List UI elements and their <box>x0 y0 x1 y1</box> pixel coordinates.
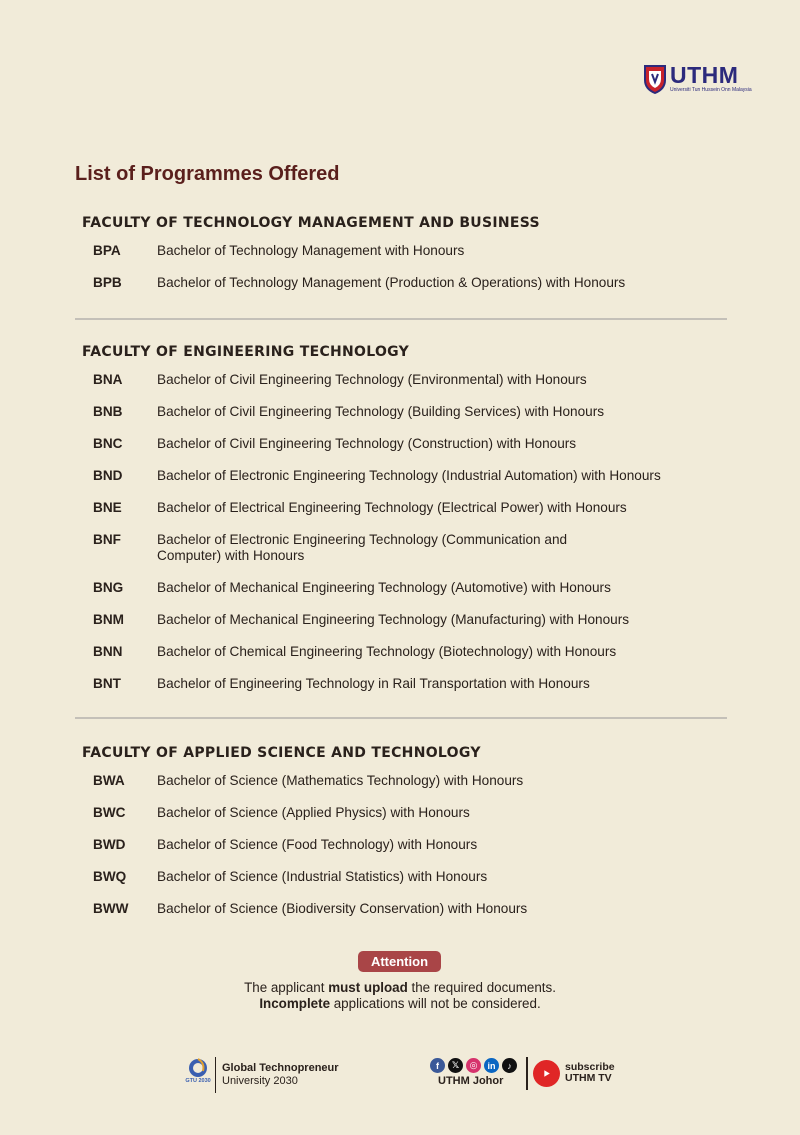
programme-name: Bachelor of Science (Mathematics Technology) with Honours <box>157 773 524 788</box>
programme-name: Bachelor of Chemical Engineering Technology (Biotechnology) with Honours <box>157 644 617 659</box>
programme-row <box>82 644 762 660</box>
faculty-section <box>82 213 762 307</box>
gtu-badge-label: GTU 2030 <box>185 1078 211 1084</box>
programme-name <box>157 532 747 564</box>
facebook-icon[interactable]: f <box>430 1058 445 1073</box>
programme-code: BNB <box>93 404 123 419</box>
programme-name: Bachelor of Civil Engineering Technology (Construction) with Honours <box>157 436 577 451</box>
footer-separator <box>526 1057 528 1090</box>
gtu-line1: Global Technopreneur <box>222 1062 339 1074</box>
programme-row <box>82 612 762 628</box>
faculty-name: FACULTY OF APPLIED SCIENCE AND TECHNOLOGY <box>82 745 481 761</box>
programme-name-line1: Bachelor of Electronic Engineering Technology (Communication and <box>157 532 568 547</box>
linkedin-icon[interactable]: in <box>484 1058 499 1073</box>
subscribe-line2: UTHM TV <box>565 1072 612 1084</box>
programme-row <box>82 773 762 789</box>
programme-code: BNA <box>93 372 123 387</box>
x-icon[interactable]: 𝕏 <box>448 1058 463 1073</box>
programme-code: BWQ <box>93 869 127 884</box>
social-links <box>430 1058 522 1087</box>
gtu-logo <box>185 1055 339 1095</box>
social-handle: UTHM Johor <box>438 1075 504 1087</box>
programme-name-line2: Computer) with Honours <box>157 548 305 563</box>
programme-code: BWA <box>93 773 125 788</box>
programme-row <box>82 436 762 452</box>
subscribe-text[interactable] <box>565 1062 615 1084</box>
programme-name: Bachelor of Civil Engineering Technology (Building Services) with Honours <box>157 404 605 419</box>
notice-emphasis: must upload <box>328 980 408 995</box>
programme-code: BNC <box>93 436 123 451</box>
programme-name: Bachelor of Electronic Engineering Technology (Industrial Automation) with Honours <box>157 468 661 483</box>
faculty-name: FACULTY OF TECHNOLOGY MANAGEMENT AND BUSINESS <box>82 215 540 231</box>
programme-row <box>82 372 762 388</box>
notice-line2 <box>150 996 650 1012</box>
programme-row <box>82 805 762 821</box>
programme-name: Bachelor of Science (Biodiversity Conservation) with Honours <box>157 901 528 916</box>
youtube-icon[interactable] <box>533 1060 560 1087</box>
programme-row <box>82 532 762 564</box>
notice-text: The applicant <box>244 980 329 995</box>
programme-name: Bachelor of Technology Management with Honours <box>157 243 465 258</box>
programme-row <box>82 676 762 692</box>
logo-name: UTHM <box>670 62 739 88</box>
programme-code: BNM <box>93 612 124 627</box>
programme-name: Bachelor of Technology Management (Production & Operations) with Honours <box>157 275 626 290</box>
programme-name: Bachelor of Science (Industrial Statistics) with Honours <box>157 869 488 884</box>
programme-code: BND <box>93 468 123 483</box>
programme-name: Bachelor of Electrical Engineering Technology (Electrical Power) with Honours <box>157 500 627 515</box>
programme-row <box>82 901 762 917</box>
programme-row <box>82 243 762 259</box>
programme-row <box>82 580 762 596</box>
programme-code: BWW <box>93 901 129 916</box>
section-divider <box>75 717 727 719</box>
crest-icon <box>643 64 667 94</box>
faculty-section <box>82 743 762 933</box>
notice-line1 <box>150 980 650 996</box>
programme-code: BNT <box>93 676 121 691</box>
logo-subtitle: Universiti Tun Hussein Onn Malaysia <box>670 87 752 93</box>
gtu-badge-icon <box>185 1057 211 1093</box>
programme-code: BNF <box>93 532 121 547</box>
programme-row <box>82 837 762 853</box>
programme-name: Bachelor of Civil Engineering Technology (Environmental) with Honours <box>157 372 587 387</box>
programme-name: Bachelor of Science (Food Technology) with Honours <box>157 837 478 852</box>
programme-name: Bachelor of Engineering Technology in Rail Transportation with Honours <box>157 676 590 691</box>
programme-row <box>82 404 762 420</box>
faculty-name: FACULTY OF ENGINEERING TECHNOLOGY <box>82 344 410 360</box>
faculty-section <box>82 342 762 708</box>
subscribe-line1: subscribe <box>565 1061 615 1073</box>
section-divider <box>75 318 727 320</box>
gtu-separator <box>215 1057 216 1093</box>
programme-code: BPB <box>93 275 122 290</box>
gtu-line2: University 2030 <box>222 1075 298 1087</box>
programme-row <box>82 275 762 291</box>
notice-text: applications will not be considered. <box>330 996 541 1011</box>
attention-badge: Attention <box>358 951 441 972</box>
programme-code: BNN <box>93 644 123 659</box>
instagram-icon[interactable]: ◎ <box>466 1058 481 1073</box>
page-title: List of Programmes Offered <box>75 163 340 185</box>
programme-name: Bachelor of Mechanical Engineering Technology (Automotive) with Honours <box>157 580 611 595</box>
programme-code: BWC <box>93 805 126 820</box>
programme-name: Bachelor of Science (Applied Physics) with Honours <box>157 805 470 820</box>
notice-emphasis: Incomplete <box>259 996 331 1011</box>
attention-notice <box>150 980 650 1012</box>
programme-code: BNE <box>93 500 122 515</box>
programme-code: BPA <box>93 243 121 258</box>
programme-row <box>82 869 762 885</box>
tiktok-icon[interactable]: ♪ <box>502 1058 517 1073</box>
programme-row <box>82 468 762 484</box>
uthm-logo <box>643 64 753 100</box>
programme-name: Bachelor of Mechanical Engineering Technology (Manufacturing) with Honours <box>157 612 630 627</box>
programme-row <box>82 500 762 516</box>
programme-code: BWD <box>93 837 126 852</box>
programme-code: BNG <box>93 580 124 595</box>
notice-text: the required documents. <box>407 980 556 995</box>
